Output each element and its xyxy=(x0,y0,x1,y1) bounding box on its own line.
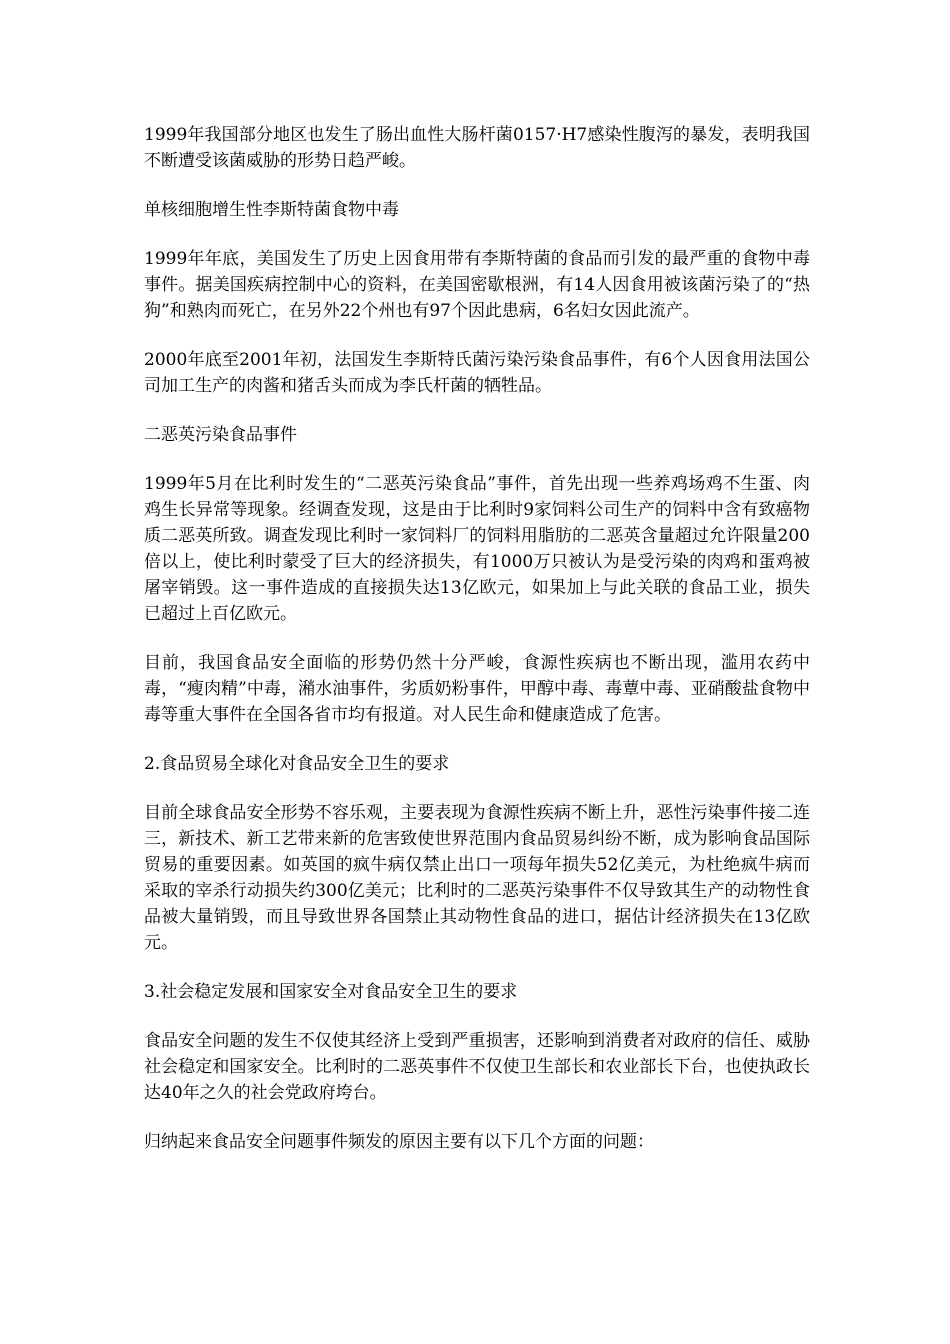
heading-listeria: 单核细胞增生性李斯特菌食物中毒 xyxy=(144,200,399,220)
document-body xyxy=(144,122,810,1178)
paragraph-summary-intro: 归纳起来食品安全问题事件频发的原因主要有以下几个方面的问题： xyxy=(144,1132,654,1152)
paragraph-ecoli-outbreak: 1999年我国部分地区也发生了肠出血性大肠杆菌0157·H7感染性腹泻的暴发，表明我国不断遭受该菌威胁的形势日趋严峻。 xyxy=(144,125,810,171)
heading-dioxin: 二恶英污染食品事件 xyxy=(144,425,297,445)
paragraph-listeria-usa: 1999年年底，美国发生了历史上因食用带有李斯特菌的食品而引发的最严重的食物中毒事件。据美国疾病控制中心的资料，在美国密歇根洲，有14人因食用被该菌污染了的“热狗”和熟肉而死亡，在另外22个州也有97个因此患病，6名妇女因此流产。 xyxy=(144,249,810,321)
heading-social-stability: 3.社会稳定发展和国家安全对食品安全卫生的要求 xyxy=(144,982,518,1002)
paragraph-social-stability: 食品安全问题的发生不仅使其经济上受到严重损害，还影响到消费者对政府的信任、威胁社会稳定和国家安全。比利时的二恶英事件不仅使卫生部长和农业部长下台，也使执政长达40年之久的社会党政府垮台。 xyxy=(144,1031,810,1103)
paragraph-listeria-france: 2000年底至2001年初，法国发生李斯特氏菌污染污染食品事件，有6个人因食用法国公司加工生产的肉酱和猪舌头而成为李氏杆菌的牺牲品。 xyxy=(144,350,810,396)
paragraph-dioxin-belgium: 1999年5月在比利时发生的“二恶英污染食品”事件，首先出现一些养鸡场鸡不生蛋、肉鸡生长异常等现象。经调查发现，这是由于比利时9家饲料公司生产的饲料中含有致癌物质二恶英所致。调查发现比利时一家饲料厂的饲料用脂肪的二恶英含量超过允许限量200倍以上，使比利时蒙受了巨大的经济损失，有1000万只被认为是受污染的肉鸡和蛋鸡被屠宰销毁。这一事件造成的直接损失达13亿欧元，如果加上与此关联的食品工业，损失已超过上百亿欧元。 xyxy=(144,474,810,624)
heading-trade-globalization: 2.食品贸易全球化对食品安全卫生的要求 xyxy=(144,754,450,774)
paragraph-global-trade: 目前全球食品安全形势不容乐观，主要表现为食源性疾病不断上升，恶性污染事件接二连三，新技术、新工艺带来新的危害致使世界范围内食品贸易纠纷不断，成为影响食品国际贸易的重要因素。如英国的疯牛病仅禁止出口一项每年损失52亿美元，为杜绝疯牛病而采取的宰杀行动损失约300亿美元；比利时的二恶英污染事件不仅导致其生产的动物性食品被大量销毁，而且导致世界各国禁止其动物性食品的进口，据估计经济损失在13亿欧元。 xyxy=(144,803,810,953)
paragraph-china-situation: 目前，我国食品安全面临的形势仍然十分严峻，食源性疾病也不断出现，滥用农药中毒，“瘦肉精”中毒，潲水油事件，劣质奶粉事件，甲醇中毒、毒蕈中毒、亚硝酸盐食物中毒等重大事件在全国各省市均有报道。对人民生命和健康造成了危害。 xyxy=(144,653,810,725)
